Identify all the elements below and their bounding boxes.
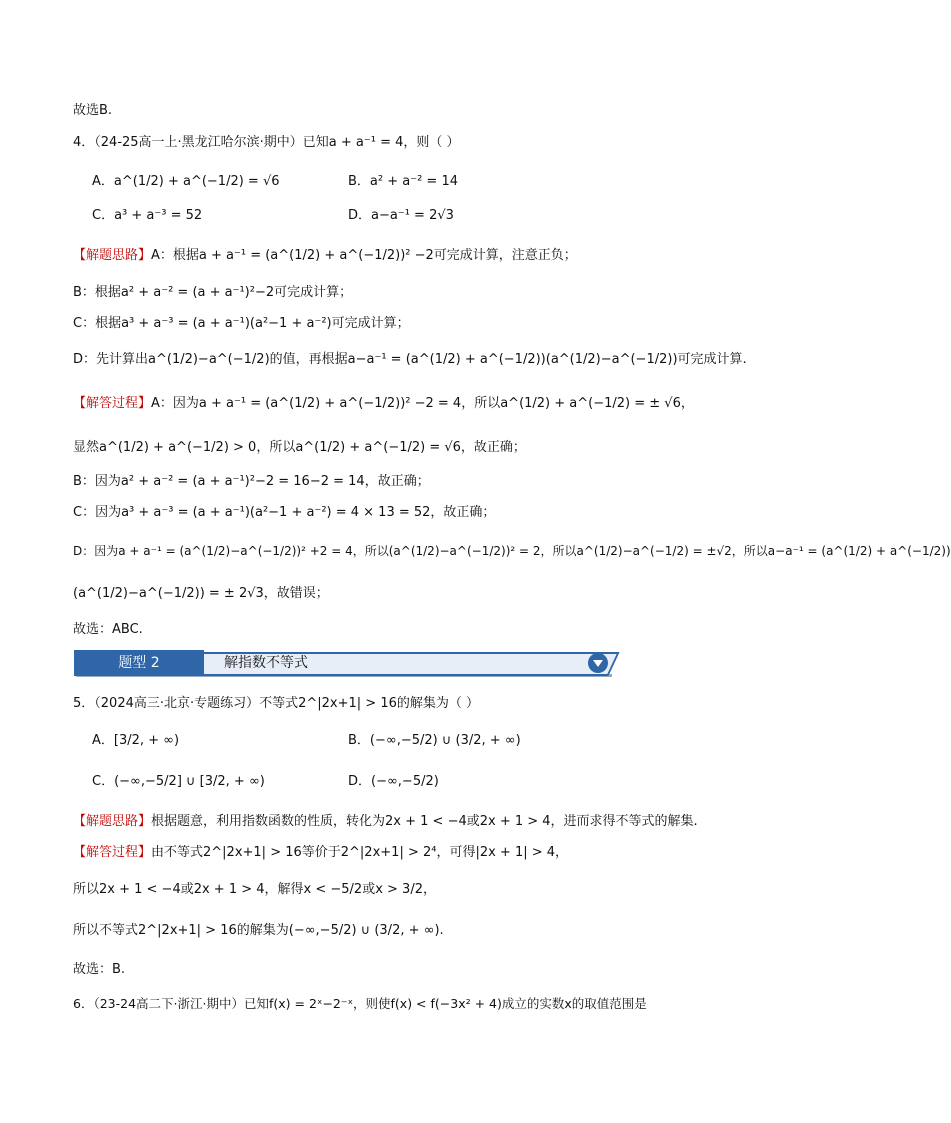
q4-solution-a2: 显然a^(1/2) + a^(−1/2) > 0，所以a^(1/2) + a^(−1/2) = √6，故正确； (73, 440, 526, 455)
question-6-stem: 6．（23-24高二下·浙江·期中）已知f(x) = 2ˣ−2⁻ˣ，则使f(x) < f(−3x² + 4)成立的实数x的取值范围是 (73, 996, 647, 1011)
q5-solution-2: 所以2x + 1 < −4或2x + 1 > 4，解得x < −5/2或x > 3/2， (73, 882, 436, 897)
q4-option-a: A．a^(1/2) + a^(−1/2) = √6 (92, 174, 280, 189)
annotation-tag: 【解答过程】 (73, 845, 152, 860)
q4-option-b: B．a² + a⁻² = 14 (348, 174, 458, 189)
q4-hint-c: C：根据a³ + a⁻³ = (a + a⁻¹)(a²−1 + a⁻²)可完成计算； (73, 316, 410, 331)
q4-solution-a1: 【解答过程】A：因为a + a⁻¹ = (a^(1/2) + a^(−1/2))² −2 = 4，所以a^(1/2) + a^(−1/2) = ± √6， (73, 396, 694, 411)
q5-option-b: B．(−∞,−5/2) ∪ (3/2, + ∞) (348, 733, 521, 748)
q4-option-d: D．a−a⁻¹ = 2√3 (348, 208, 454, 223)
q4-hint-d: D：先计算出a^(1/2)−a^(−1/2)的值，再根据a−a⁻¹ = (a^(1/2) + a^(−1/2))(a^(1/2)−a^(−1/2))可完成计算. (73, 352, 747, 367)
question-5-stem: 5．（2024高三·北京·专题练习）不等式2^|2x+1| > 16的解集为（ ） (73, 696, 480, 711)
q4-hint-a: 【解题思路】A：根据a + a⁻¹ = (a^(1/2) + a^(−1/2))² −2可完成计算，注意正负； (73, 248, 577, 263)
q4-option-c: C．a³ + a⁻³ = 52 (92, 208, 203, 223)
q4-solution-c: C：因为a³ + a⁻³ = (a + a⁻¹)(a²−1 + a⁻²) = 4 × 13 = 52，故正确； (73, 505, 496, 520)
q5-option-c: C．(−∞,−5/2] ∪ [3/2, + ∞) (92, 774, 265, 789)
answer-q3: 故选B. (73, 103, 113, 118)
annotation-tag: 【解答过程】 (73, 396, 152, 411)
question-4-stem: 4．（24-25高一上·黑龙江哈尔滨·期中）已知a + a⁻¹ = 4，则（ ） (73, 135, 460, 150)
banner-label: 题型 2 (74, 650, 204, 676)
section-banner (74, 650, 614, 676)
annotation-tag: 【解题思路】 (73, 814, 152, 829)
chevron-down-icon[interactable] (588, 653, 608, 673)
banner-title: 解指数不等式 (224, 655, 308, 671)
annotation-tag: 【解题思路】 (73, 248, 152, 263)
q4-answer: 故选：ABC. (73, 622, 143, 637)
q5-solution-3: 所以不等式2^|2x+1| > 16的解集为(−∞,−5/2) ∪ (3/2, + ∞). (73, 923, 444, 938)
q5-answer: 故选：B. (73, 962, 126, 977)
q4-solution-d2: (a^(1/2)−a^(−1/2)) = ± 2√3，故错误； (73, 586, 329, 601)
q4-hint-b: B：根据a² + a⁻² = (a + a⁻¹)²−2可完成计算； (73, 285, 353, 300)
q5-option-d: D．(−∞,−5/2) (348, 774, 439, 789)
q4-solution-b: B：因为a² + a⁻² = (a + a⁻¹)²−2 = 16−2 = 14，故正确； (73, 474, 430, 489)
q5-solution-1: 【解答过程】由不等式2^|2x+1| > 16等价于2^|2x+1| > 2⁴，可得|2x + 1| > 4， (73, 845, 569, 860)
q5-hint: 【解题思路】根据题意，利用指数函数的性质，转化为2x + 1 < −4或2x + 1 > 4，进而求得不等式的解集. (73, 814, 698, 829)
q5-option-a: A．[3/2, + ∞) (92, 733, 180, 748)
q4-solution-d1: D：因为a + a⁻¹ = (a^(1/2)−a^(−1/2))² +2 = 4，所以(a^(1/2)−a^(−1/2))² = 2，所以a^(1/2)−a^(−1/2) = ±√2，所以a−a⁻¹ = (a^(1/2) + a^(−1/2)) (73, 544, 951, 558)
